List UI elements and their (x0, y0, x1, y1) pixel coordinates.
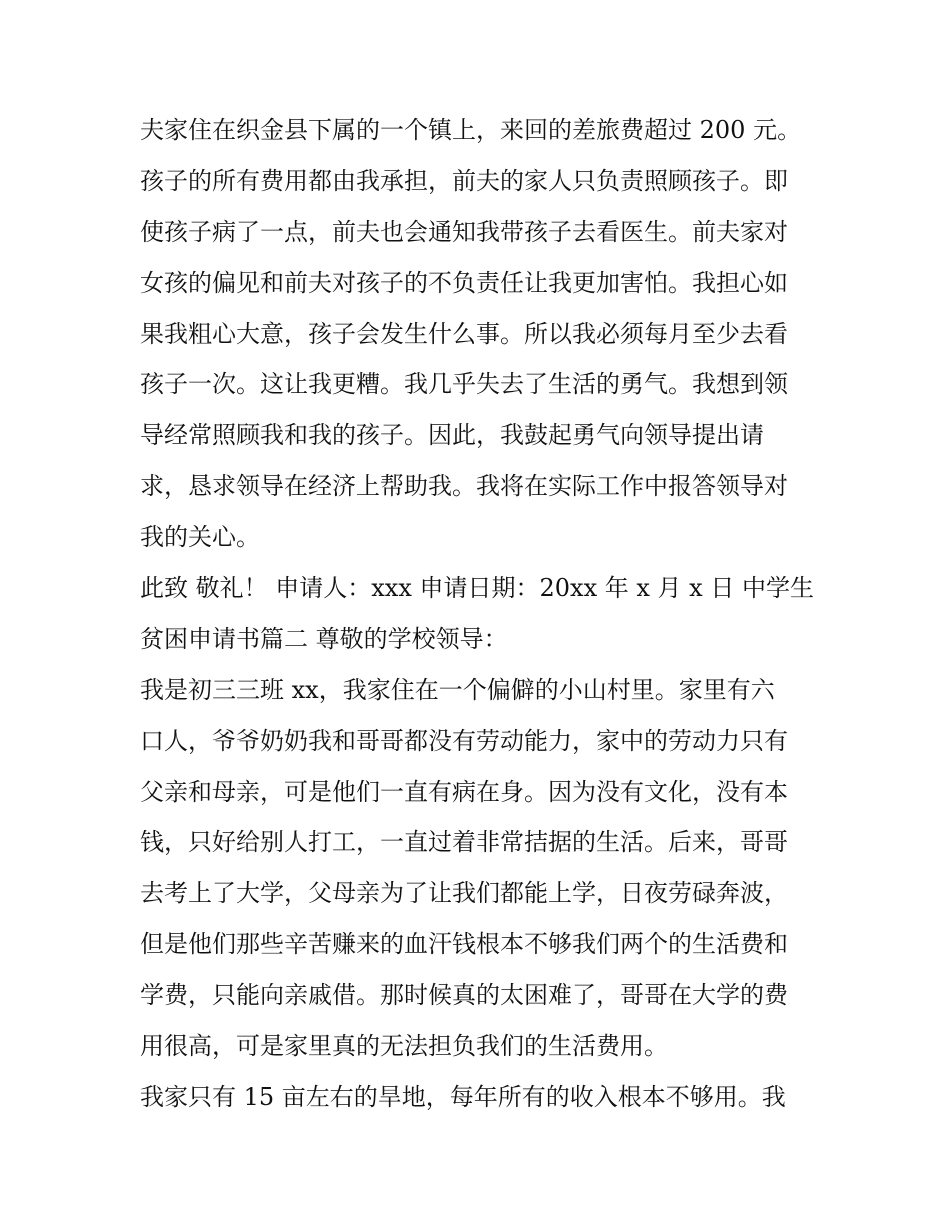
text-line: 我的关心。 (140, 523, 260, 552)
text-line: 我家只有 15 亩左右的旱地，每年所有的收入根本不够用。我 (140, 1082, 786, 1111)
text-line: 贫困申请书篇二 尊敬的学校领导： (140, 624, 508, 653)
text-line: 我是初三三班 xx，我家住在一个偏僻的小山村里。家里有六 (140, 675, 775, 704)
text-line: 去考上了大学，父母亲为了让我们都能上学，日夜劳碌奔波， (140, 879, 788, 908)
text-line: 果我粗心大意，孩子会发生什么事。所以我必须每月至少去看 (140, 319, 788, 348)
text-line: 导经常照顾我和我的孩子。因此，我鼓起勇气向领导提出请 (140, 421, 764, 450)
text-line: 孩子一次。这让我更糟。我几乎失去了生活的勇气。我想到领 (140, 370, 788, 399)
text-line: 学费，只能向亲戚借。那时候真的太困难了，哥哥在大学的费 (140, 981, 788, 1010)
text-line: 但是他们那些辛苦赚来的血汗钱根本不够我们两个的生活费和 (140, 930, 788, 959)
text-line: 用很高，可是家里真的无法担负我们的生活费用。 (140, 1032, 668, 1061)
text-line: 钱，只好给别人打工，一直过着非常拮据的生活。后来，哥哥 (140, 828, 788, 857)
text-line: 此致 敬礼！ 申请人：xxx 申请日期：20xx 年 x 月 x 日 中学生 (140, 574, 814, 603)
text-line: 孩子的所有费用都由我承担，前夫的家人只负责照顾孩子。即 (140, 166, 788, 195)
document-body (140, 105, 830, 1123)
text-line: 使孩子病了一点，前夫也会通知我带孩子去看医生。前夫家对 (140, 217, 788, 246)
text-line: 父亲和母亲，可是他们一直有病在身。因为没有文化，没有本 (140, 777, 788, 806)
text-line: 求，恳求领导在经济上帮助我。我将在实际工作中报答领导对 (140, 472, 788, 501)
text-line: 女孩的偏见和前夫对孩子的不负责任让我更加害怕。我担心如 (140, 268, 788, 297)
text-line: 夫家住在织金县下属的一个镇上，来回的差旅费超过 200 元。 (140, 116, 802, 144)
text-line: 口人，爷爷奶奶我和哥哥都没有劳动能力，家中的劳动力只有 (140, 726, 788, 755)
